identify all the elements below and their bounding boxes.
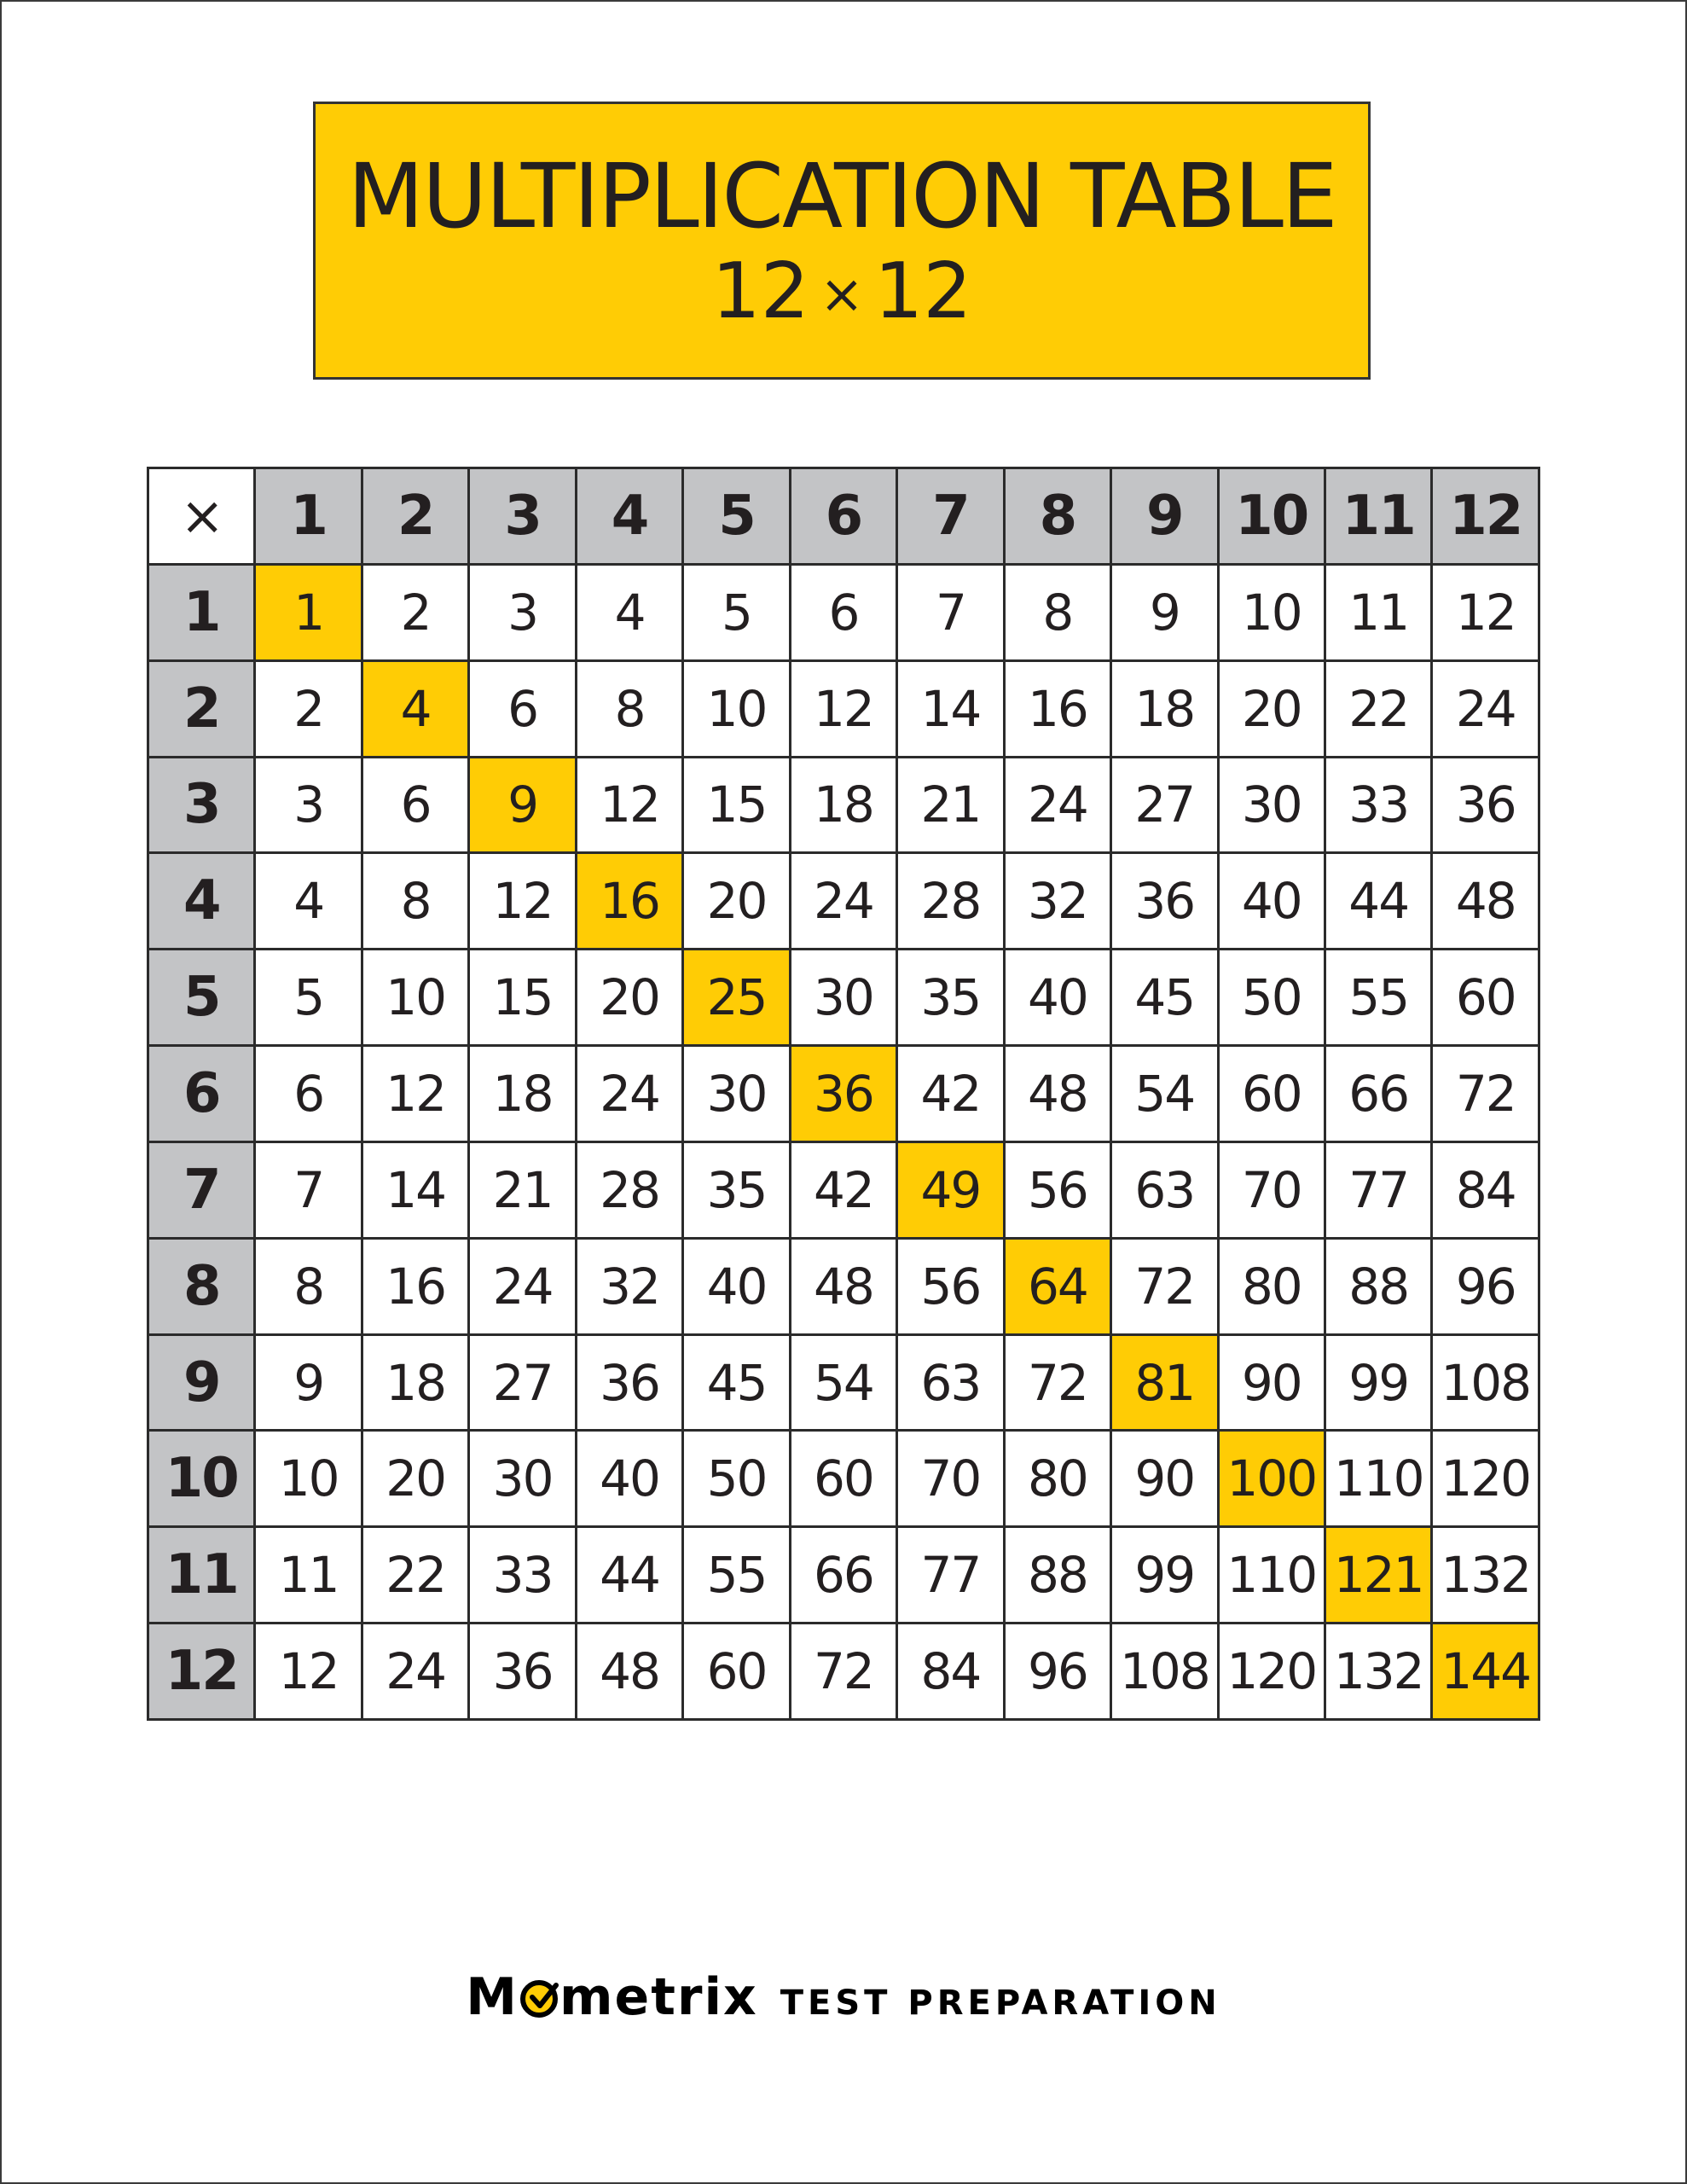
product-cell: 2 — [362, 564, 468, 660]
product-cell: 8 — [1004, 564, 1110, 660]
product-cell: 15 — [469, 950, 576, 1046]
row-header: 5 — [148, 950, 255, 1046]
column-header: 8 — [1004, 468, 1110, 565]
product-cell: 4 — [576, 564, 682, 660]
product-cell: 40 — [1218, 853, 1325, 950]
product-cell: 10 — [362, 950, 468, 1046]
product-cell: 8 — [255, 1238, 362, 1334]
product-cell: 11 — [255, 1527, 362, 1623]
product-cell: 77 — [1325, 1141, 1431, 1238]
product-cell: 63 — [897, 1334, 1004, 1431]
square-cell: 49 — [897, 1141, 1004, 1238]
product-cell: 50 — [1218, 950, 1325, 1046]
footer-logo — [0, 1967, 1687, 2027]
product-cell: 36 — [469, 1623, 576, 1720]
product-cell: 50 — [683, 1431, 790, 1527]
table-row — [148, 1527, 1539, 1623]
product-cell: 56 — [1004, 1141, 1110, 1238]
product-cell: 15 — [683, 757, 790, 853]
product-cell: 88 — [1325, 1238, 1431, 1334]
product-cell: 60 — [1218, 1046, 1325, 1142]
product-cell: 36 — [1432, 757, 1539, 853]
product-cell: 22 — [1325, 660, 1431, 757]
row-header: 6 — [148, 1046, 255, 1142]
product-cell: 12 — [576, 757, 682, 853]
product-cell: 45 — [683, 1334, 790, 1431]
product-cell: 20 — [683, 853, 790, 950]
product-cell: 28 — [576, 1141, 682, 1238]
product-cell: 12 — [1432, 564, 1539, 660]
multiplication-table — [147, 467, 1540, 1721]
product-cell: 45 — [1111, 950, 1218, 1046]
checkmark-circle-icon — [520, 1980, 558, 2018]
product-cell: 55 — [1325, 950, 1431, 1046]
product-cell: 24 — [1004, 757, 1110, 853]
column-header: 7 — [897, 468, 1004, 565]
column-header: 4 — [576, 468, 682, 565]
product-cell: 36 — [1111, 853, 1218, 950]
brand-name — [466, 1967, 757, 2027]
product-cell: 24 — [790, 853, 896, 950]
product-cell: 5 — [255, 950, 362, 1046]
product-cell: 66 — [1325, 1046, 1431, 1142]
square-cell: 1 — [255, 564, 362, 660]
product-cell: 48 — [1004, 1046, 1110, 1142]
product-cell: 18 — [790, 757, 896, 853]
product-cell: 48 — [790, 1238, 896, 1334]
title-banner — [313, 102, 1371, 380]
product-cell: 18 — [469, 1046, 576, 1142]
table-row — [148, 853, 1539, 950]
column-header: 12 — [1432, 468, 1539, 565]
row-header: 12 — [148, 1623, 255, 1720]
product-cell: 132 — [1432, 1527, 1539, 1623]
table-row — [148, 757, 1539, 853]
product-cell: 2 — [255, 660, 362, 757]
product-cell: 28 — [897, 853, 1004, 950]
table-row — [148, 564, 1539, 660]
product-cell: 80 — [1004, 1431, 1110, 1527]
product-cell: 11 — [1325, 564, 1431, 660]
table-row — [148, 1431, 1539, 1527]
product-cell: 16 — [1004, 660, 1110, 757]
column-header: 2 — [362, 468, 468, 565]
product-cell: 24 — [469, 1238, 576, 1334]
square-cell: 16 — [576, 853, 682, 950]
row-header: 8 — [148, 1238, 255, 1334]
table-row — [148, 660, 1539, 757]
product-cell: 72 — [1111, 1238, 1218, 1334]
product-cell: 72 — [1004, 1334, 1110, 1431]
brand-suffix: metrix — [559, 1967, 758, 2027]
product-cell: 110 — [1325, 1431, 1431, 1527]
product-cell: 70 — [1218, 1141, 1325, 1238]
square-cell: 25 — [683, 950, 790, 1046]
product-cell: 72 — [790, 1623, 896, 1720]
row-header: 9 — [148, 1334, 255, 1431]
product-cell: 40 — [683, 1238, 790, 1334]
corner-times-cell: × — [148, 468, 255, 565]
product-cell: 84 — [1432, 1141, 1539, 1238]
table-row — [148, 1334, 1539, 1431]
header-row — [148, 468, 1539, 565]
subtitle-right-number: 12 — [873, 246, 972, 336]
product-cell: 10 — [1218, 564, 1325, 660]
product-cell: 30 — [683, 1046, 790, 1142]
product-cell: 99 — [1325, 1334, 1431, 1431]
product-cell: 60 — [683, 1623, 790, 1720]
product-cell: 63 — [1111, 1141, 1218, 1238]
brand-prefix: M — [466, 1967, 519, 2027]
square-cell: 81 — [1111, 1334, 1218, 1431]
product-cell: 40 — [576, 1431, 682, 1527]
square-cell: 121 — [1325, 1527, 1431, 1623]
product-cell: 48 — [576, 1623, 682, 1720]
product-cell: 10 — [683, 660, 790, 757]
product-cell: 6 — [469, 660, 576, 757]
product-cell: 27 — [469, 1334, 576, 1431]
product-cell: 96 — [1432, 1238, 1539, 1334]
table-row — [148, 1623, 1539, 1720]
product-cell: 10 — [255, 1431, 362, 1527]
product-cell: 20 — [362, 1431, 468, 1527]
product-cell: 12 — [790, 660, 896, 757]
product-cell: 9 — [1111, 564, 1218, 660]
product-cell: 90 — [1218, 1334, 1325, 1431]
column-header: 5 — [683, 468, 790, 565]
product-cell: 30 — [469, 1431, 576, 1527]
product-cell: 24 — [1432, 660, 1539, 757]
product-cell: 35 — [683, 1141, 790, 1238]
product-cell: 6 — [790, 564, 896, 660]
column-header: 9 — [1111, 468, 1218, 565]
product-cell: 60 — [1432, 950, 1539, 1046]
product-cell: 7 — [255, 1141, 362, 1238]
product-cell: 22 — [362, 1527, 468, 1623]
product-cell: 12 — [469, 853, 576, 950]
product-cell: 120 — [1432, 1431, 1539, 1527]
product-cell: 54 — [1111, 1046, 1218, 1142]
table-row — [148, 1141, 1539, 1238]
row-header: 1 — [148, 564, 255, 660]
product-cell: 12 — [362, 1046, 468, 1142]
square-cell: 36 — [790, 1046, 896, 1142]
column-header: 6 — [790, 468, 896, 565]
table-row — [148, 1238, 1539, 1334]
row-header: 3 — [148, 757, 255, 853]
product-cell: 90 — [1111, 1431, 1218, 1527]
product-cell: 60 — [790, 1431, 896, 1527]
product-cell: 42 — [790, 1141, 896, 1238]
product-cell: 55 — [683, 1527, 790, 1623]
product-cell: 24 — [362, 1623, 468, 1720]
row-header: 11 — [148, 1527, 255, 1623]
square-cell: 64 — [1004, 1238, 1110, 1334]
product-cell: 84 — [897, 1623, 1004, 1720]
product-cell: 8 — [362, 853, 468, 950]
page-title: MULTIPLICATION TABLE — [347, 144, 1336, 249]
column-header: 10 — [1218, 468, 1325, 565]
product-cell: 44 — [1325, 853, 1431, 950]
row-header: 10 — [148, 1431, 255, 1527]
product-cell: 110 — [1218, 1527, 1325, 1623]
product-cell: 77 — [897, 1527, 1004, 1623]
product-cell: 48 — [1432, 853, 1539, 950]
product-cell: 16 — [362, 1238, 468, 1334]
square-cell: 4 — [362, 660, 468, 757]
times-symbol: × — [820, 262, 864, 325]
product-cell: 36 — [576, 1334, 682, 1431]
product-cell: 120 — [1218, 1623, 1325, 1720]
product-cell: 12 — [255, 1623, 362, 1720]
product-cell: 5 — [683, 564, 790, 660]
product-cell: 54 — [790, 1334, 896, 1431]
product-cell: 42 — [897, 1046, 1004, 1142]
product-cell: 20 — [576, 950, 682, 1046]
product-cell: 44 — [576, 1527, 682, 1623]
product-cell: 14 — [362, 1141, 468, 1238]
product-cell: 99 — [1111, 1527, 1218, 1623]
row-header: 4 — [148, 853, 255, 950]
product-cell: 30 — [790, 950, 896, 1046]
product-cell: 8 — [576, 660, 682, 757]
product-cell: 108 — [1432, 1334, 1539, 1431]
product-cell: 40 — [1004, 950, 1110, 1046]
square-cell: 100 — [1218, 1431, 1325, 1527]
column-header: 11 — [1325, 468, 1431, 565]
square-cell: 9 — [469, 757, 576, 853]
product-cell: 6 — [362, 757, 468, 853]
product-cell: 132 — [1325, 1623, 1431, 1720]
product-cell: 72 — [1432, 1046, 1539, 1142]
product-cell: 88 — [1004, 1527, 1110, 1623]
table-row — [148, 950, 1539, 1046]
product-cell: 108 — [1111, 1623, 1218, 1720]
product-cell: 4 — [255, 853, 362, 950]
subtitle-left-number: 12 — [711, 246, 810, 336]
row-header: 2 — [148, 660, 255, 757]
column-header: 3 — [469, 468, 576, 565]
row-header: 7 — [148, 1141, 255, 1238]
product-cell: 18 — [362, 1334, 468, 1431]
column-header: 1 — [255, 468, 362, 565]
product-cell: 3 — [469, 564, 576, 660]
product-cell: 18 — [1111, 660, 1218, 757]
product-cell: 30 — [1218, 757, 1325, 853]
brand-tagline: TEST PREPARATION — [780, 1984, 1221, 2023]
product-cell: 32 — [1004, 853, 1110, 950]
product-cell: 35 — [897, 950, 1004, 1046]
product-cell: 7 — [897, 564, 1004, 660]
product-cell: 33 — [469, 1527, 576, 1623]
product-cell: 32 — [576, 1238, 682, 1334]
product-cell: 24 — [576, 1046, 682, 1142]
page-subtitle — [711, 246, 972, 336]
product-cell: 9 — [255, 1334, 362, 1431]
product-cell: 33 — [1325, 757, 1431, 853]
table-body — [148, 468, 1539, 1720]
product-cell: 70 — [897, 1431, 1004, 1527]
product-cell: 6 — [255, 1046, 362, 1142]
product-cell: 20 — [1218, 660, 1325, 757]
product-cell: 21 — [469, 1141, 576, 1238]
product-cell: 27 — [1111, 757, 1218, 853]
product-cell: 66 — [790, 1527, 896, 1623]
product-cell: 56 — [897, 1238, 1004, 1334]
product-cell: 3 — [255, 757, 362, 853]
product-cell: 96 — [1004, 1623, 1110, 1720]
product-cell: 14 — [897, 660, 1004, 757]
product-cell: 21 — [897, 757, 1004, 853]
product-cell: 80 — [1218, 1238, 1325, 1334]
table-row — [148, 1046, 1539, 1142]
square-cell: 144 — [1432, 1623, 1539, 1720]
